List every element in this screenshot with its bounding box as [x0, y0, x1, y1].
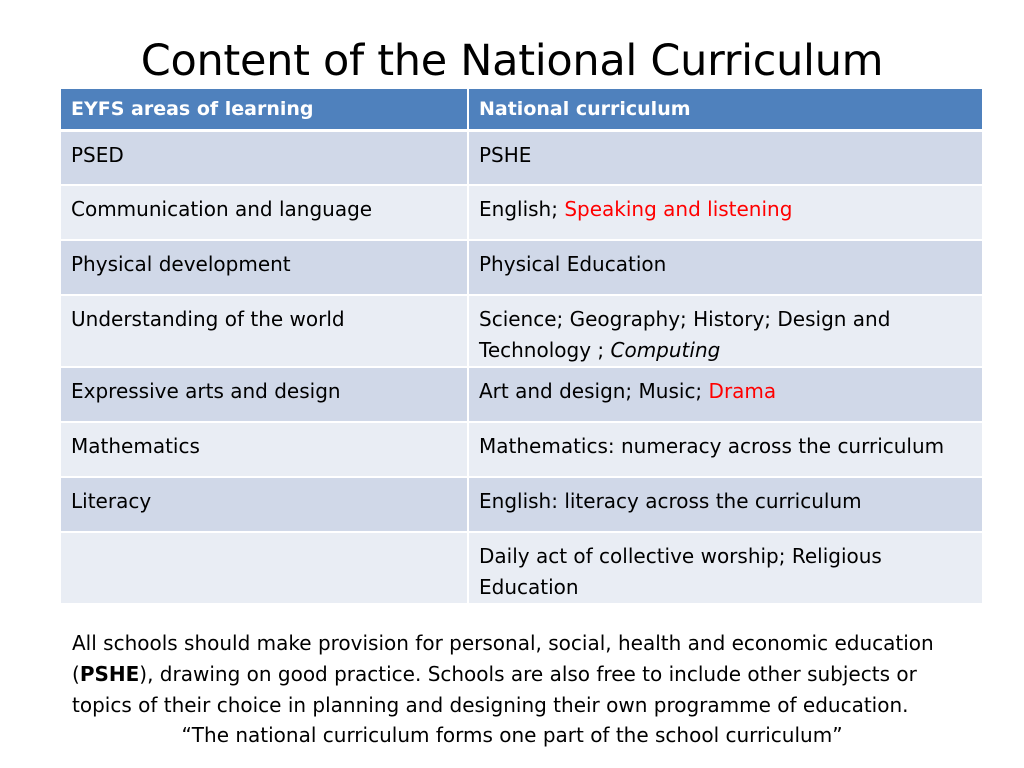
- pshe-note: [72, 628, 972, 721]
- table-row: [61, 532, 982, 604]
- eyfs-cell: Communication and language: [61, 185, 468, 240]
- nc-cell: English: literacy across the curriculum: [468, 477, 982, 532]
- eyfs-cell: [61, 532, 468, 604]
- nc-text: Art and design; Music;: [479, 378, 703, 403]
- table-row: [61, 131, 982, 185]
- nc-cell: Physical Education: [468, 240, 982, 295]
- nc-italic-text: Computing: [610, 337, 721, 362]
- table-row: [61, 240, 982, 295]
- nc-cell: [468, 367, 982, 422]
- nc-text: English;: [479, 196, 558, 221]
- nc-cell: [468, 295, 982, 367]
- eyfs-cell: Understanding of the world: [61, 295, 468, 367]
- nc-highlight-text: Drama: [708, 378, 777, 403]
- nc-cell: Daily act of collective worship; Religious Education: [468, 532, 982, 604]
- nc-text: Science; Geography; History; Design and Technology ;: [479, 306, 891, 362]
- table-row: [61, 295, 982, 367]
- note-bold-text: PSHE: [79, 662, 140, 686]
- nc-cell: [468, 185, 982, 240]
- eyfs-cell: PSED: [61, 131, 468, 185]
- table-row: [61, 422, 982, 477]
- page-title: Content of the National Curriculum: [140, 36, 884, 86]
- nc-cell: Mathematics: numeracy across the curriculum: [468, 422, 982, 477]
- header-eyfs: EYFS areas of learning: [61, 89, 468, 131]
- eyfs-cell: Literacy: [61, 477, 468, 532]
- eyfs-cell: Physical development: [61, 240, 468, 295]
- eyfs-cell: Expressive arts and design: [61, 367, 468, 422]
- curriculum-table: [61, 89, 982, 605]
- table-row: [61, 185, 982, 240]
- note-text: All schools should make provision for personal, social, health and economic education (: [72, 631, 934, 686]
- eyfs-cell: Mathematics: [61, 422, 468, 477]
- curriculum-quote: “The national curriculum forms one part of the school curriculum”: [181, 723, 843, 747]
- table-header-row: [61, 89, 982, 131]
- table-row: [61, 477, 982, 532]
- nc-cell: PSHE: [468, 131, 982, 185]
- table-row: [61, 367, 982, 422]
- nc-highlight-text: Speaking and listening: [564, 196, 793, 221]
- header-national-curriculum: National curriculum: [468, 89, 982, 131]
- note-text: ), drawing on good practice. Schools are also free to include other subjects or topics of their choice in planning and designing their own programme of education.: [72, 662, 917, 717]
